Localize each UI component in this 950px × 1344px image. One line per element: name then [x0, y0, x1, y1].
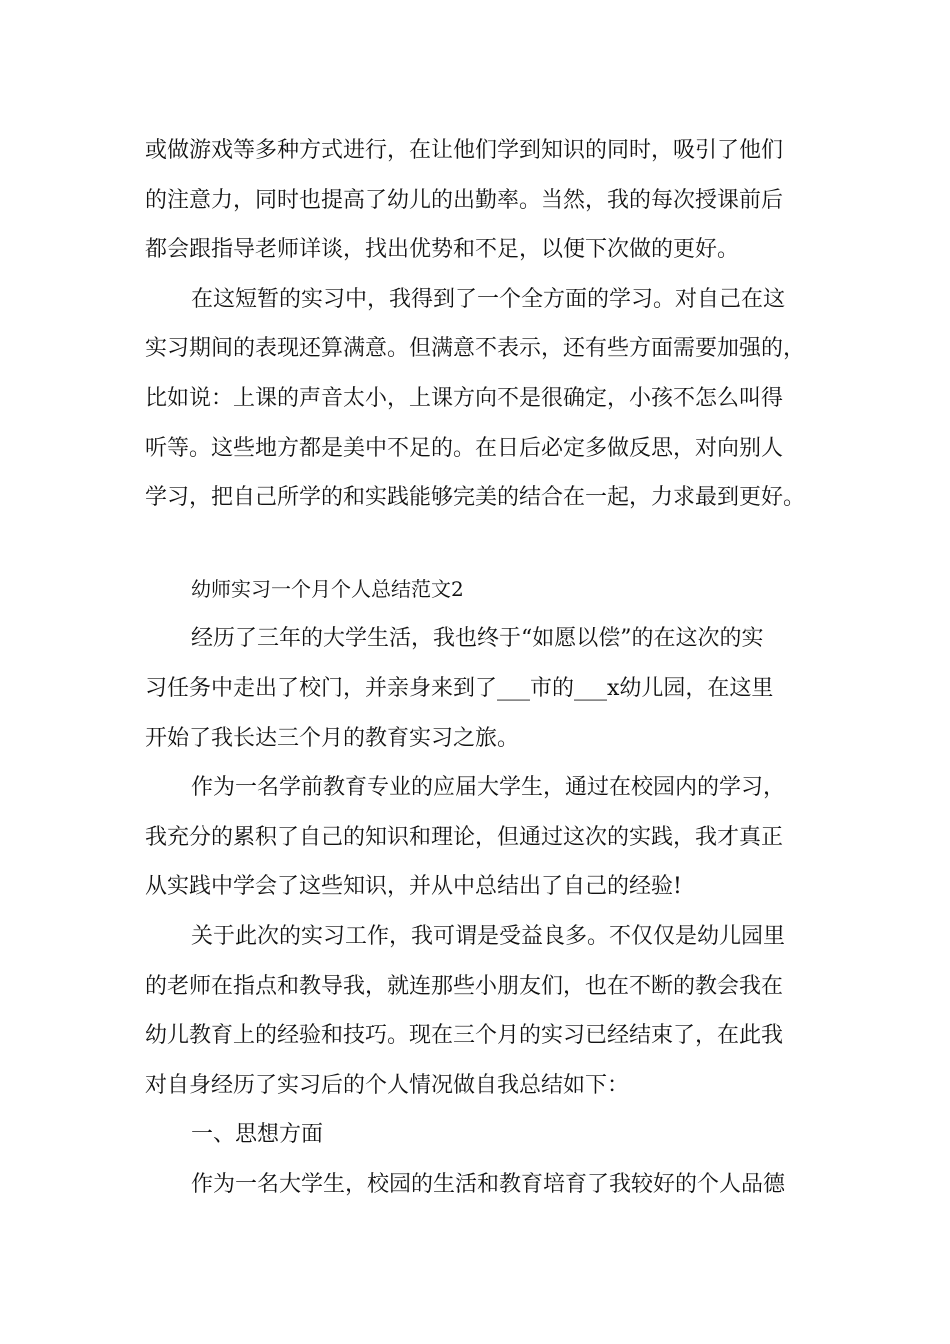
text-line: 从实践中学会了这些知识，并从中总结出了自己的经验!: [145, 874, 682, 900]
text-line: 开始了我长达三个月的教育实习之旅。: [145, 725, 520, 751]
paragraph-start-line: 作为一名学前教育专业的应届大学生，通过在校园内的学习，: [191, 775, 786, 801]
subsection-heading: 一、思想方面: [191, 1122, 324, 1148]
text-line: 的老师在指点和教导我，就连那些小朋友们，也在不断的教会我在: [145, 973, 784, 999]
text-line: 的注意力，同时也提高了幼儿的出勤率。当然，我的每次授课前后: [145, 187, 784, 213]
text-line: 或做游戏等多种方式进行，在让他们学到知识的同时，吸引了他们: [145, 138, 784, 163]
text-line: 实习期间的表现还算满意。但满意不表示，还有些方面需要加强的，: [145, 336, 806, 362]
document-body: [145, 126, 825, 1209]
section-title: 幼师实习一个月个人总结范文2: [191, 576, 464, 601]
paragraph-start-line: 在这短暂的实习中，我得到了一个全方面的学习。对自己在这: [191, 286, 786, 312]
text-line: 对自身经历了实习后的个人情况做自我总结如下：: [145, 1072, 630, 1098]
text-line: 听等。这些地方都是美中不足的。在日后必定多做反思，对向别人: [145, 435, 784, 461]
text-line: 我充分的累积了自己的知识和理论，但通过这次的实践，我才真正: [145, 824, 784, 850]
text-line: 都会跟指导老师详谈，找出优势和不足，以便下次做的更好。: [145, 237, 740, 263]
paragraph-start-line: 关于此次的实习工作，我可谓是受益良多。不仅仅是幼儿园里: [191, 923, 786, 949]
text-line: 比如说：上课的声音太小，上课方向不是很确定，小孩不怎么叫得: [145, 385, 784, 411]
text-line: 习任务中走出了校门，并亲身来到了___市的___x幼儿园，在这里: [145, 675, 774, 701]
text-line: 学习，把自己所学的和实践能够完美的结合在一起，力求最到更好。: [145, 485, 806, 511]
paragraph-start-line: 经历了三年的大学生活，我也终于“如愿以偿”的在这次的实: [191, 626, 764, 652]
paragraph-start-line: 作为一名大学生，校园的生活和教育培育了我较好的个人品德: [191, 1171, 786, 1197]
text-line: 幼儿教育上的经验和技巧。现在三个月的实习已经结束了，在此我: [145, 1023, 784, 1049]
